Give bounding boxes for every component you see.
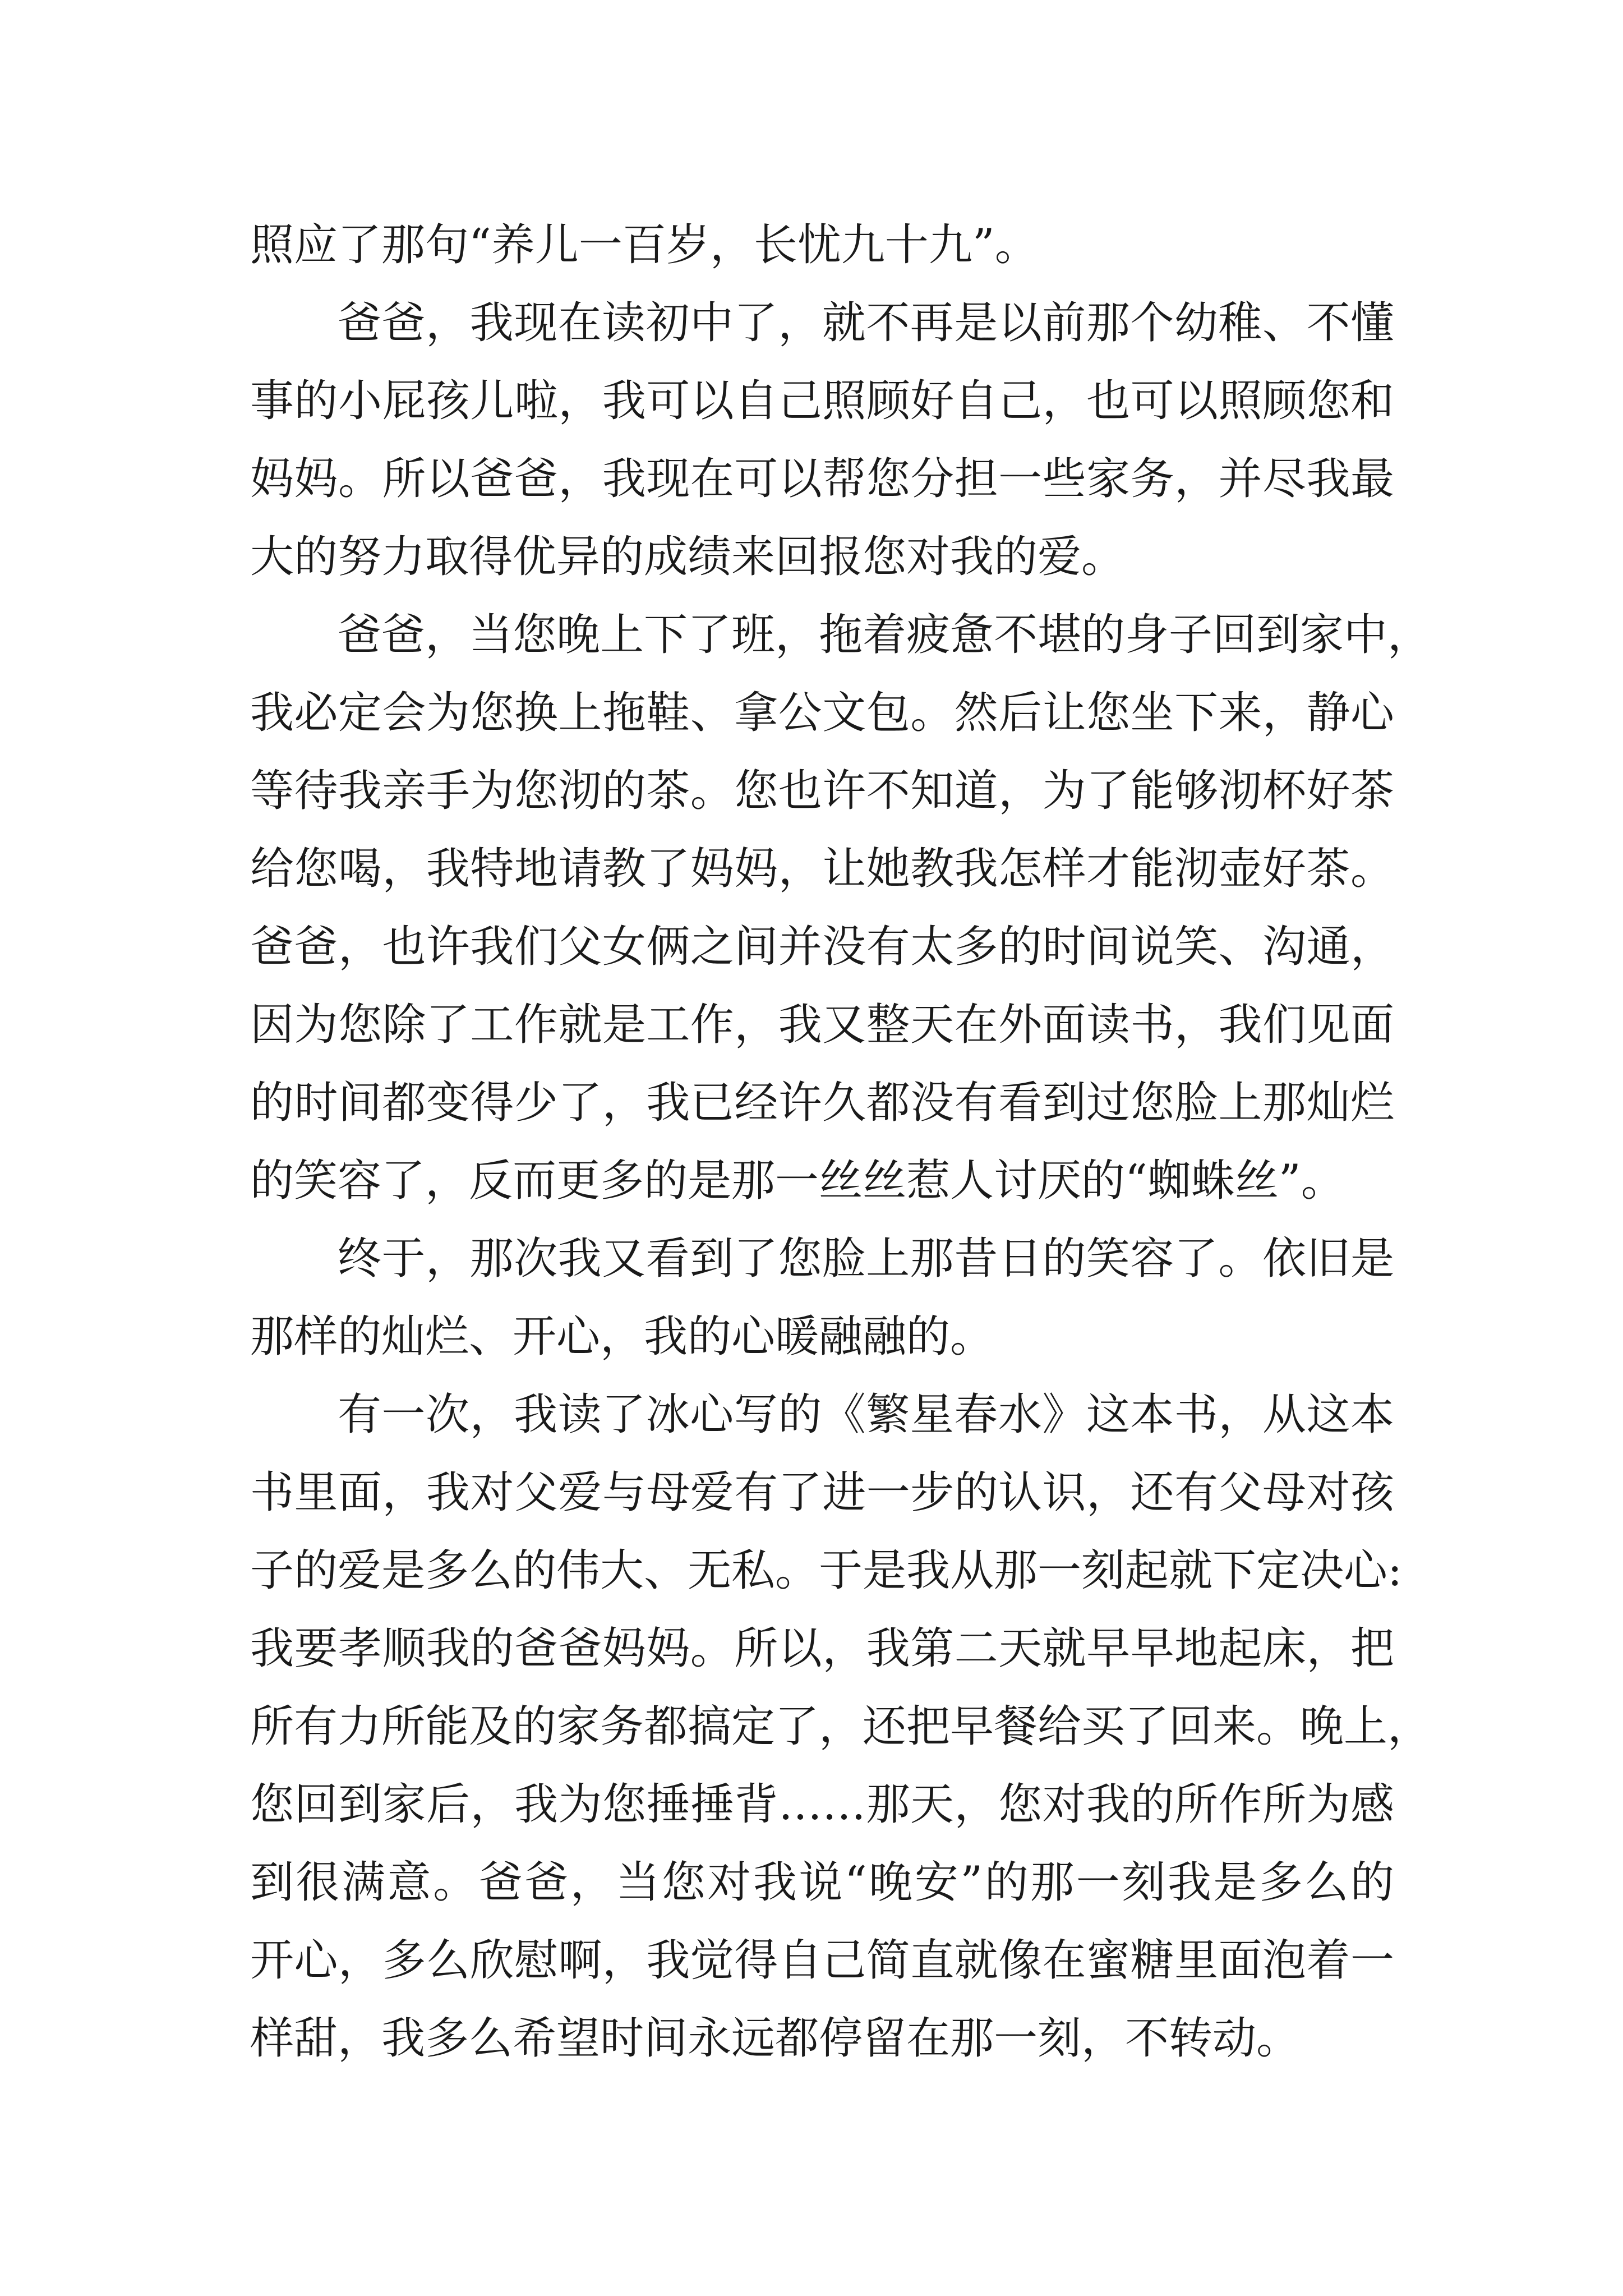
body-text bbox=[250, 206, 1432, 2078]
text-line: 样甜，我多么希望时间永远都停留在那一刻，不转动。 bbox=[250, 2013, 1301, 2064]
text-line: 的笑容了，反而更多的是那一丝丝惹人讨厌的“蜘蛛丝”。 bbox=[250, 1156, 1345, 1206]
text-line: 您回到家后，我为您捶捶背……那天，您对我的所作所为感 bbox=[250, 1779, 1394, 1830]
text-line: 爸爸，也许我们父女俩之间并没有太多的时间说笑、沟通， bbox=[250, 922, 1394, 972]
paragraph-first-line: 爸爸，我现在读初中了，就不再是以前那个幼稚、不懂 bbox=[338, 298, 1394, 348]
text-line: 照应了那句“养儿一百岁，长忧九十九”。 bbox=[250, 220, 1039, 270]
text-line: 那样的灿烂、开心，我的心暖融融的。 bbox=[250, 1312, 994, 1362]
text-line: 我要孝顺我的爸爸妈妈。所以，我第二天就早早地起床，把 bbox=[250, 1623, 1394, 1674]
paragraph-first-line: 终于，那次我又看到了您脸上那昔日的笑容了。依旧是 bbox=[338, 1234, 1394, 1284]
text-line: 到很满意。爸爸，当您对我说“晚安”的那一刻我是多么的 bbox=[250, 1857, 1394, 1908]
text-line: 妈妈。所以爸爸，我现在可以帮您分担一些家务，并尽我最 bbox=[250, 454, 1394, 504]
text-line: 所有力所能及的家务都搞定了，还把早餐给买了回来。晚上， bbox=[250, 1701, 1432, 1752]
text-line: 书里面，我对父爱与母爱有了进一步的认识，还有父母对孩 bbox=[250, 1467, 1394, 1518]
text-line: 我必定会为您换上拖鞋、拿公文包。然后让您坐下来，静心 bbox=[250, 688, 1394, 738]
text-line: 因为您除了工作就是工作，我又整天在外面读书，我们见面 bbox=[250, 1000, 1394, 1050]
text-line: 子的爱是多么的伟大、无私。于是我从那一刻起就下定决心: bbox=[250, 1545, 1403, 1596]
text-line: 大的努力取得优异的成绩来回报您对我的爱。 bbox=[250, 532, 1126, 582]
text-line: 的时间都变得少了，我已经许久都没有看到过您脸上那灿烂 bbox=[250, 1078, 1394, 1128]
paragraph-first-line: 爸爸，当您晚上下了班，拖着疲惫不堪的身子回到家中， bbox=[338, 610, 1432, 660]
text-line: 给您喝，我特地请教了妈妈，让她教我怎样才能沏壶好茶。 bbox=[250, 844, 1394, 894]
paragraph-first-line: 有一次，我读了冰心写的《繁星春水》这本书，从这本 bbox=[338, 1389, 1394, 1440]
text-line: 等待我亲手为您沏的茶。您也许不知道，为了能够沏杯好茶 bbox=[250, 766, 1394, 816]
text-line: 开心，多么欣慰啊，我觉得自己简直就像在蜜糖里面泡着一 bbox=[250, 1935, 1394, 1986]
text-line: 事的小屁孩儿啦，我可以自己照顾好自己，也可以照顾您和 bbox=[250, 376, 1394, 426]
